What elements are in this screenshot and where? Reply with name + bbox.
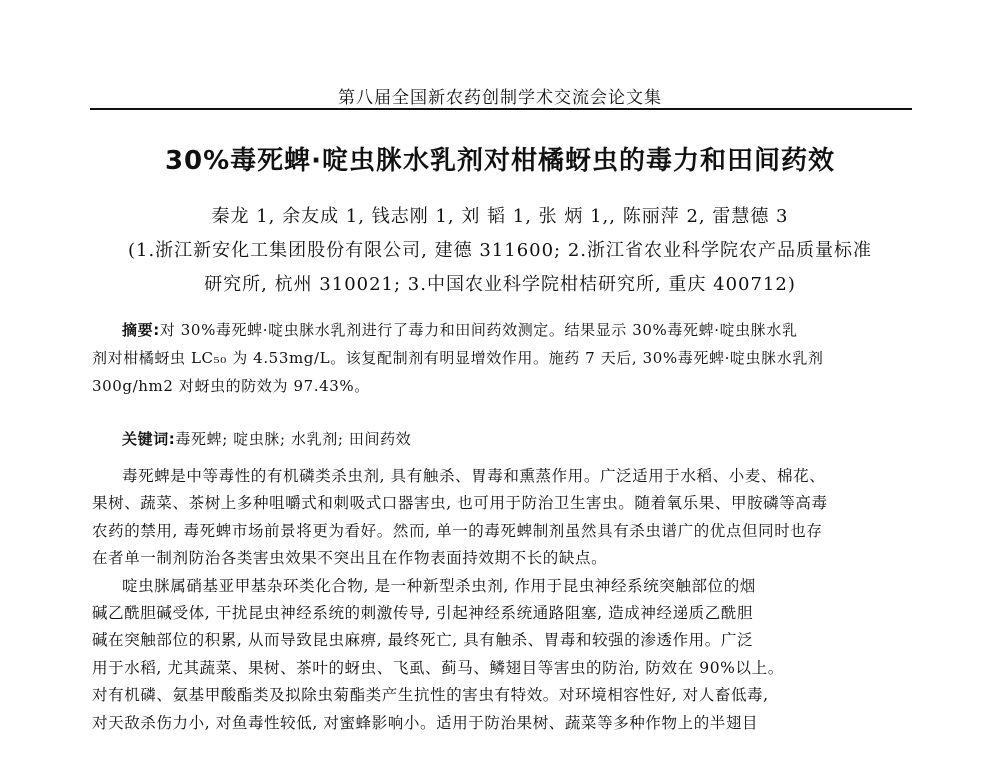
abstract-line <box>92 316 914 344</box>
paragraph-line: 用于水稻, 尤其蔬菜、果树、茶叶的蚜虫、飞虱、蓟马、鳞翅目等害虫的防治, 防效在 90%以上。 <box>92 658 784 677</box>
body-text <box>92 463 914 737</box>
paragraph-line: 农药的禁用, 毒死蜱市场前景将更为看好。然而, 单一的毒死蜱制剂虽然具有杀虫谱广的优点但同时也存 <box>92 521 823 540</box>
keywords <box>92 425 944 453</box>
abstract-label: 摘要: <box>122 321 160 339</box>
affiliation-line: (1.浙江新安化工集团股份有限公司, 建德 311600; 2.浙江省农业科学院农产品质量标准 <box>127 240 873 261</box>
running-header: 第八届全国新农药创制学术交流会论文集 <box>338 88 662 108</box>
paragraph-line: 在者单一制剂防治各类害虫效果不突出且在作物表面持效期不长的缺点。 <box>92 549 608 568</box>
affiliation-line: 研究所, 杭州 310021; 3.中国农业科学院柑桔研究所, 重庆 400712) <box>204 274 796 295</box>
paragraph-line: 对有机磷、氨基甲酸酯类及拟除虫菊酯类产生抗性的害虫有特效。对环境相容性好, 对人畜低毒, <box>92 686 769 705</box>
paragraph-line: 果树、蔬菜、茶树上多种咀嚼式和刺吸式口器害虫, 也可用于防治卫生害虫。随着氧乐果、甲胺磷等高毒 <box>92 494 828 513</box>
paragraph-line: 毒死蜱是中等毒性的有机磷类杀虫剂, 具有触杀、胃毒和熏蒸作用。广泛适用于水稻、小麦、棉花、 <box>122 467 826 485</box>
paragraph-line: 啶虫脒属硝基亚甲基杂环类化合物, 是一种新型杀虫剂, 作用于昆虫神经系统突触部位的烟 <box>122 576 756 595</box>
header-rule <box>90 108 912 110</box>
keywords-text: 毒死蜱; 啶虫脒; 水乳剂; 田间药效 <box>175 430 412 448</box>
paragraph-line: 对天敌杀伤力小, 对鱼毒性较低, 对蜜蜂影响小。适用于防治果树、蔬菜等多种作物上的半翅目 <box>92 713 759 732</box>
author-list: 秦龙 1, 余友成 1, 钱志刚 1, 刘 韬 1, 张 炳 1,, 陈丽萍 2, 雷慧德 3 <box>211 206 789 227</box>
abstract-text: 对 30%毒死蜱·啶虫脒水乳剂进行了毒力和田间药效测定。结果显示 30%毒死蜱·啶虫脒水乳 <box>159 321 798 339</box>
paragraph-line: 碱乙酰胆碱受体, 干扰昆虫神经系统的刺激传导, 引起神经系统通路阻塞, 造成神经递质乙酰胆 <box>92 603 754 622</box>
abstract-line: 300g/hm2 对蚜虫的防效为 97.43%。 <box>92 377 370 395</box>
abstract <box>92 316 914 400</box>
keywords-label: 关键词: <box>122 430 176 448</box>
article-title: 30%毒死蜱·啶虫脒水乳剂对柑橘蚜虫的毒力和田间药效 <box>164 146 836 176</box>
abstract-line: 剂对柑橘蚜虫 LC₅₀ 为 4.53mg/L。该复配制剂有明显增效作用。施药 7 天后, 30%毒死蜱·啶虫脒水乳剂 <box>92 349 824 367</box>
paragraph-line: 碱在突触部位的积累, 从而导致昆虫麻痹, 最终死亡, 具有触杀、胃毒和较强的渗透作用。广泛 <box>92 631 754 650</box>
